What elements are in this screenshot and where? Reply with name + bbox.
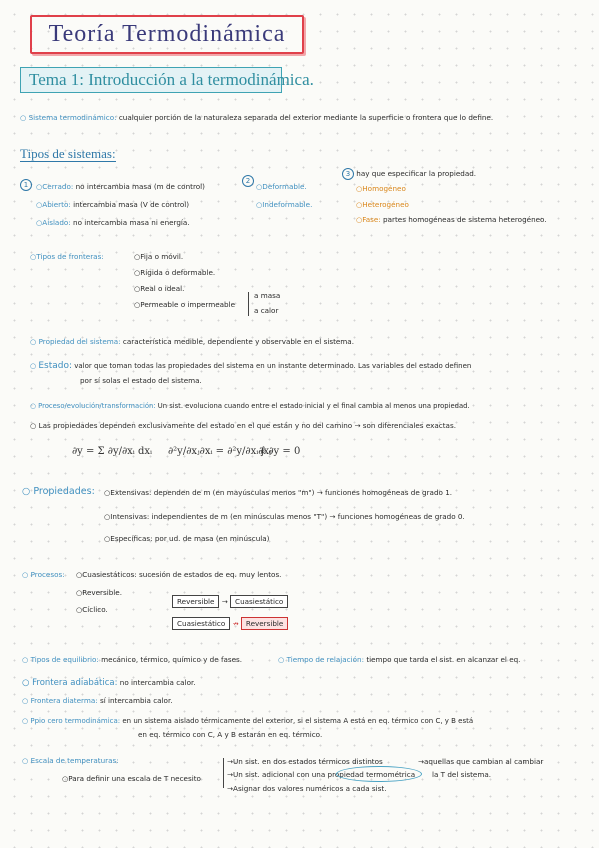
list-item: ○Fija o móvil. bbox=[134, 252, 184, 261]
def-sistema: ○ Sistema termodinámico: cualquier porción de la naturaleza separada del exterior mediante la superficie o frontera que lo define. bbox=[20, 113, 494, 122]
item-term: Ppio cero termodinámica: bbox=[30, 717, 121, 725]
item-text: Permeable o impermeable bbox=[140, 300, 236, 309]
frontera-adiabatica: ○ Frontera adiabática: no intercambia calor. bbox=[22, 678, 196, 688]
escala-label-text: Escala de temperaturas: bbox=[30, 756, 119, 765]
item-text: no intercambia masa ni energía. bbox=[73, 218, 190, 227]
procesos-label-text: Procesos: bbox=[30, 570, 65, 579]
item-text: no intercambia masa (m de control) bbox=[75, 182, 205, 191]
item-text: valor que toman todas las propiedades del sistema en un instante determinado. Las variables del estado definen bbox=[74, 362, 472, 370]
item-term: Propiedad del sistema: bbox=[38, 337, 121, 346]
list-item: ○Reversible. bbox=[76, 588, 123, 597]
item-text: característica medible, dependiente y observable en el sistema. bbox=[122, 337, 354, 346]
item-term: Frontera adiabática: bbox=[32, 678, 118, 688]
sub-item-text: Un sist. en dos estados térmicos distintos bbox=[233, 757, 383, 766]
sub-item: a calor bbox=[254, 306, 279, 315]
propiedades-label-text: Propiedades: bbox=[33, 486, 95, 497]
item-term: Tiempo de relajación: bbox=[286, 655, 365, 664]
item-text: mecánico, térmico, químico y de fases. bbox=[101, 655, 243, 664]
propiedades-dependen: ○ Las propiedades dependen exclusivamente del estado en el que están y no del camino → son diferenciales exactas. bbox=[30, 421, 456, 430]
highlight-ellipse bbox=[336, 766, 422, 782]
relajacion: ○ Tiempo de relajación: tiempo que tarda el sist. en alcanzar el eq. bbox=[278, 655, 521, 664]
note-text-cont: la T del sistema. bbox=[432, 770, 492, 779]
sub-item: →Un sist. adicional con una propiedad termométrica bbox=[227, 770, 416, 779]
list-item: ○Rígida o deformable. bbox=[134, 268, 216, 277]
box-reversible: Reversible bbox=[241, 617, 288, 630]
item-term: Cerrado: bbox=[42, 182, 74, 191]
list-item: ○Homogéneo bbox=[356, 184, 406, 193]
section-title: Tema 1: Introducción a la termodinámica. bbox=[29, 70, 314, 89]
item-text: no intercambia calor. bbox=[119, 678, 196, 687]
def-term: Sistema termodinámico: bbox=[28, 113, 117, 122]
estado: ○ Estado: valor que toman todas las propiedades del sistema en un instante determinado. Las variables del estado definen bbox=[30, 361, 472, 371]
group-intro: hay que especificar la propiedad. bbox=[356, 169, 477, 178]
procesos-label: ○ Procesos: bbox=[22, 570, 65, 579]
item-text: sucesión de estados de eq. muy lentos. bbox=[139, 570, 282, 579]
box-reversible: Reversible bbox=[172, 595, 219, 608]
list-item: ○Fase: partes homogéneas de sistema heterogéneo. bbox=[356, 215, 547, 224]
implication-2: Cuasiestático ↛ Reversible bbox=[172, 619, 288, 629]
item-text-cont: por sí solas el estado del sistema. bbox=[80, 376, 202, 385]
list-item: ○Aislado: no intercambia masa ni energía. bbox=[36, 218, 190, 227]
sub-item-text: Un sist. adicional con una propiedad termométrica bbox=[233, 770, 416, 779]
item-text: Las propiedades dependen exclusivamente del estado en el que están y no del camino → son diferenciales exactas. bbox=[38, 421, 456, 430]
list-item: ○Cuasiestáticos: sucesión de estados de eq. muy lentos. bbox=[76, 570, 282, 579]
list-item: ○Indeformable. bbox=[256, 200, 313, 209]
page-title: Teoría Termodinámica bbox=[48, 21, 286, 47]
number-circle: 1 bbox=[20, 179, 32, 191]
item-term: Proceso/evolución/transformación: bbox=[38, 402, 156, 410]
item-term: Aislado: bbox=[42, 218, 71, 227]
formula-3: ∮ ∂y = 0 bbox=[260, 446, 301, 457]
item-term: Intensivas: bbox=[110, 512, 150, 521]
item-text: Real o ideal. bbox=[140, 284, 185, 293]
item-text: Fija o móvil. bbox=[140, 252, 184, 261]
item-text: dependen de m (en mayúsculas menos "m") → funciones homogéneas de grado 1. bbox=[153, 488, 453, 497]
group-3-intro bbox=[342, 168, 476, 180]
note: →aquellas que cambian al cambiar bbox=[418, 757, 544, 766]
list-item: ○Extensivas: dependen de m (en mayúsculas menos "m") → funciones homogéneas de grado 1. bbox=[104, 488, 453, 497]
item-term: Frontera diaterma: bbox=[30, 696, 98, 705]
item-text: intercambia masa (V de control) bbox=[73, 200, 190, 209]
list-item: ○Abierto: intercambia masa (V de control) bbox=[36, 200, 190, 209]
list-item: ○Deformable. bbox=[256, 182, 307, 191]
item-text: en un sistema aislado térmicamente del exterior, si el sistema A está en eq. térmico con C, y B está bbox=[122, 717, 474, 725]
item-term: Tipos de equilibrio: bbox=[30, 655, 99, 664]
formula-1: ∂y = Σ ∂y/∂xᵢ dxᵢ bbox=[72, 446, 153, 457]
item-term: Indeformable. bbox=[262, 200, 313, 209]
list-item: ○Real o ideal. bbox=[134, 284, 185, 293]
list-item: ○Específicas: por ud. de masa (en minúscula) bbox=[104, 534, 270, 543]
number-circle: 3 bbox=[342, 168, 354, 180]
item-term: Fase: bbox=[362, 215, 381, 224]
frontera-diaterma: ○ Frontera diaterma: sí intercambia calor. bbox=[22, 696, 173, 705]
item-term: Estado: bbox=[38, 361, 73, 371]
formula-2: ∂²y/∂xⱼ∂xᵢ = ∂²y/∂xᵢ∂xⱼ bbox=[168, 446, 272, 457]
item-text: por ud. de masa (en minúscula) bbox=[154, 534, 270, 543]
item-term: Cíclico. bbox=[82, 605, 108, 614]
item-text: partes homogéneas de sistema heterogéneo. bbox=[383, 215, 547, 224]
item-term: Específicas: bbox=[110, 534, 153, 543]
item-text: Rígida o deformable. bbox=[140, 268, 216, 277]
list-item: ○Permeable o impermeable bbox=[134, 300, 236, 309]
propiedad-sistema: ○ Propiedad del sistema: característica medible, dependiente y observable en el sistema. bbox=[30, 337, 354, 346]
group-1-marker bbox=[20, 172, 32, 191]
item-text: Un sist. evoluciona cuando entre el estado inicial y el final cambia al menos una propiedad. bbox=[157, 402, 470, 410]
escala-label: ○ Escala de temperaturas: bbox=[22, 756, 119, 765]
item-term: Deformable. bbox=[262, 182, 307, 191]
item-term: Reversible. bbox=[82, 588, 123, 597]
item-term: Homogéneo bbox=[362, 184, 406, 193]
proceso: ○ Proceso/evolución/transformación: Un sist. evoluciona cuando entre el estado inicial y el final cambia al menos una propiedad. bbox=[30, 402, 470, 410]
list-item: ○Cíclico. bbox=[76, 605, 108, 614]
list-item: ○Intensivas: independientes de m (en minúsculas menos "T") → funciones homogéneas de grado 0. bbox=[104, 512, 465, 521]
list-item: ○Cerrado: no intercambia masa (m de control) bbox=[36, 182, 205, 191]
implication-1: Reversible → Cuasiestático bbox=[172, 597, 288, 607]
brace bbox=[248, 292, 253, 316]
item-term: Extensivas: bbox=[110, 488, 152, 497]
equilibrio: ○ Tipos de equilibrio: mecánico, térmico, químico y de fases. bbox=[22, 655, 243, 664]
fronteras-label-text: Tipos de fronteras: bbox=[36, 252, 104, 261]
item-text-cont: en eq. térmico con C, A y B estarán en eq. térmico. bbox=[138, 730, 323, 739]
propiedades-label: ○ Propiedades: bbox=[22, 486, 95, 497]
number-circle: 2 bbox=[242, 175, 254, 187]
def-text: cualquier porción de la naturaleza separada del exterior mediante la superficie o frontera que lo define. bbox=[118, 113, 494, 122]
list-item: ○Heterogéneo bbox=[356, 200, 409, 209]
item-term: Abierto: bbox=[42, 200, 71, 209]
sub-item: a masa bbox=[254, 291, 281, 300]
item-term: Heterogéneo bbox=[362, 200, 409, 209]
tipos-heading bbox=[20, 146, 116, 162]
ppio-cero: ○ Ppio cero termodinámica: en un sistema aislado térmicamente del exterior, si el sistema A está en eq. térmico con C, y B está bbox=[22, 717, 474, 725]
item-text: independientes de m (en minúsculas menos "T") → funciones homogéneas de grado 0. bbox=[151, 512, 465, 521]
section-header bbox=[20, 67, 314, 93]
title-box bbox=[30, 15, 304, 54]
item-term: Cuasiestáticos: bbox=[82, 570, 137, 579]
item-text: sí intercambia calor. bbox=[99, 696, 173, 705]
item-text: Para definir una escala de T necesito bbox=[68, 774, 201, 783]
box-cuasiestatico: Cuasiestático bbox=[172, 617, 230, 630]
fronteras-label: ○Tipos de fronteras: bbox=[30, 252, 104, 261]
sub-item: →Un sist. en dos estados térmicos distintos bbox=[227, 757, 383, 766]
escala-lead: ○Para definir una escala de T necesito bbox=[62, 774, 201, 783]
sub-item: →Asignar dos valores numéricos a cada sist. bbox=[227, 784, 387, 793]
sub-item-text: Asignar dos valores numéricos a cada sist. bbox=[233, 784, 387, 793]
group-2-marker bbox=[242, 168, 254, 187]
note-text: aquellas que cambian al cambiar bbox=[424, 757, 544, 766]
box-cuasiestatico: Cuasiestático bbox=[230, 595, 288, 608]
tipos-heading-text: Tipos de sistemas: bbox=[20, 146, 116, 161]
item-text: tiempo que tarda el sist. en alcanzar el eq. bbox=[366, 655, 521, 664]
